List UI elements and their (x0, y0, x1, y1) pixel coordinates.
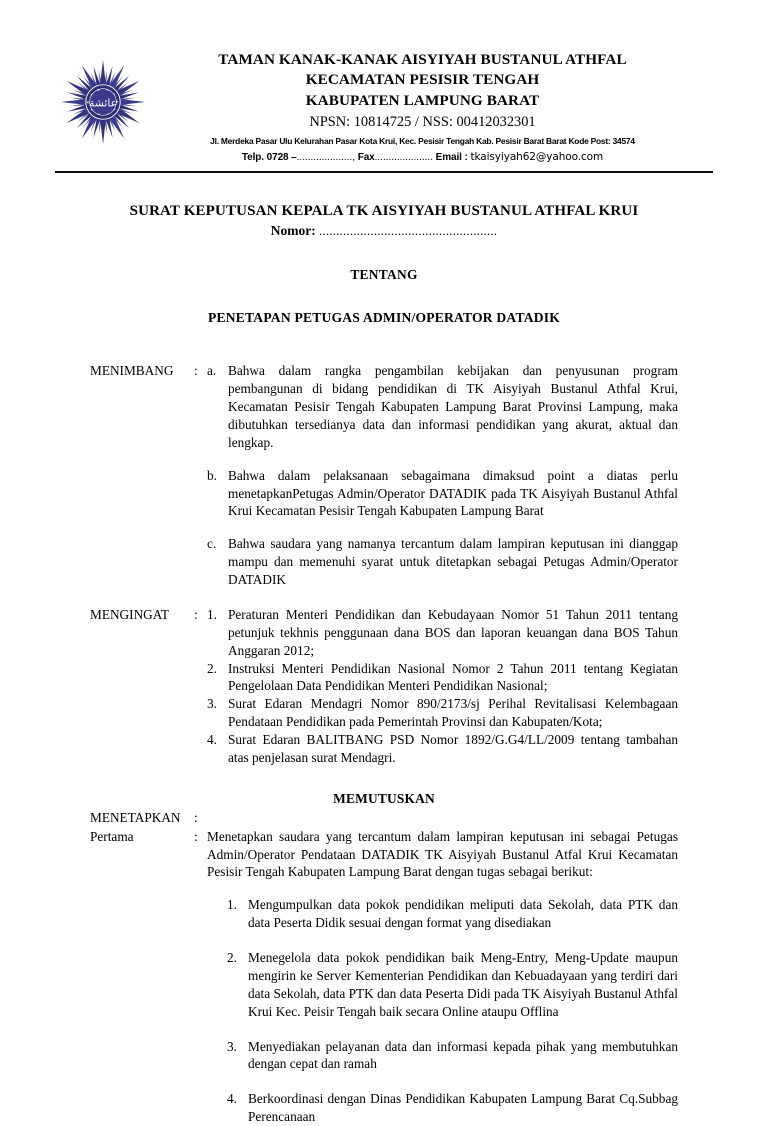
pertama-row (90, 828, 678, 1126)
nomor-line (0, 223, 768, 239)
letterhead-text-block (140, 50, 713, 166)
task-list (207, 896, 678, 1126)
item-marker: 2. (227, 950, 237, 966)
list-item (207, 362, 678, 451)
item-marker: c. (207, 536, 217, 552)
pertama-colon: : (194, 828, 198, 844)
letterhead (0, 0, 768, 166)
list-item (227, 896, 678, 932)
fax-dots: ..................... (374, 152, 433, 164)
item-marker: 2. (207, 660, 217, 676)
aisyiyah-sun-emblem-icon (60, 56, 146, 148)
document-body (0, 362, 768, 1126)
nomor-label: Nomor: (270, 223, 316, 239)
document-title: SURAT KEPUTUSAN KEPALA TK AISYIYAH BUSTANUL ATHFAL KRUI (129, 203, 639, 220)
list-item (207, 606, 678, 660)
list-item (227, 1090, 678, 1126)
item-marker: 3. (227, 1038, 237, 1054)
item-marker: a. (207, 363, 217, 379)
item-text: Menyediakan pelayanan data dan informasi kepada pihak yang membutuhkan dengan cepat dan ramah (248, 1038, 678, 1072)
mengingat-items (207, 606, 678, 767)
memutuskan-heading: MEMUTUSKAN (333, 790, 435, 806)
menetapkan-row (90, 809, 678, 827)
item-marker: b. (207, 467, 217, 483)
list-item (227, 1038, 678, 1074)
org-name-line-3: KABUPATEN LAMPUNG BARAT (305, 91, 540, 109)
item-text: Peraturan Menteri Pendidikan dan Kebudayaan Nomor 51 Tahun 2011 tentang petunjuk tekhnis penggunaan dana BOS dan laporan keuangan dana BOS Tahun Anggaran 2012; (228, 606, 678, 658)
item-marker: 1. (227, 897, 237, 913)
telephone-dots: ...................., (296, 152, 355, 164)
subject-heading: PENETAPAN PETUGAS ADMIN/OPERATOR DATADIK (207, 310, 561, 326)
email-label: Email : (435, 152, 468, 164)
clause-mengingat (90, 606, 678, 767)
clause-menimbang (90, 362, 678, 589)
item-marker: 4. (227, 1091, 237, 1107)
tentang-heading: TENTANG (350, 267, 418, 283)
list-item (207, 467, 678, 521)
item-marker: 1. (207, 606, 217, 622)
item-text: Instruksi Menteri Pendidikan Nasional Nomor 2 Tahun 2011 tentang Kegiatan Pengelolaan Data Pendidikan Menteri Pendidikan Nasional; (228, 660, 678, 694)
nomor-blank-dots: .................................................... (319, 224, 498, 239)
list-item (207, 535, 678, 589)
list-item (227, 949, 678, 1021)
svg-text:عائشة: عائشة (88, 96, 118, 110)
menetapkan-label: MENETAPKAN (90, 809, 181, 825)
menimbang-label: MENIMBANG (90, 363, 174, 379)
pertama-content (207, 828, 678, 1126)
org-name-line-2: KECAMATAN PESISIR TENGAH (305, 71, 540, 89)
letterhead-divider (55, 171, 713, 173)
item-text: Surat Edaran BALITBANG PSD Nomor 1892/G.G4/LL/2009 tentang tambahan atas penjelasan surat Mendagri. (228, 732, 678, 765)
menimbang-items (207, 362, 678, 589)
item-text: Bahwa saudara yang namanya tercantum dalam lampiran keputusan ini dianggap mampu dan memenuhi syarat untuk ditetapkan sebagai Petugas Admin/Operator DATADIK (228, 536, 678, 588)
menetapkan-colon: : (194, 809, 198, 825)
list-item (207, 660, 678, 696)
org-name-line-1: TAMAN KANAK-KANAK AISYIYAH BUSTANUL ATHFAL (218, 51, 627, 68)
menimbang-colon: : (194, 363, 198, 379)
mengingat-label: MENGINGAT (90, 606, 170, 622)
title-block (0, 201, 768, 326)
item-text: Bahwa dalam rangka pengambilan kebijakan dan penyusunan program pembangunan di bidang pendidikan di TK Aisyiyah Bustanul Athfal Krui, Kecamatan Pesisir Tengah Kabupaten Lampung Barat Provinsi Lampung, maka dibutuhkan tersedianya data dan informasi pendidikan yang akurat, aktual dan lengkap. (228, 363, 678, 450)
contact-line (140, 150, 705, 166)
telephone-label: Telp. 0728 – (241, 152, 297, 164)
address-line: Jl. Merdeka Pasar Ulu Kelurahan Pasar Kota Krui, Kec. Pesisir Tengah Kab. Pesisir Barat Barat Kode Post: 34574 (210, 136, 635, 147)
npsn-nss-line: NPSN: 10814725 / NSS: 00412032301 (309, 114, 536, 131)
mengingat-colon: : (194, 606, 198, 622)
item-text: Berkoordinasi dengan Dinas Pendidikan Kabupaten Lampung Barat Cq.Subbag Perencanaan (248, 1091, 678, 1125)
item-text: Surat Edaran Mendagri Nomor 890/2173/sj Perihal Revitalisasi Kelembagaan Pendataan Pendidikan pada Pemerintah Provinsi dan Kabupaten/Kota; (228, 696, 678, 730)
pertama-label: Pertama (90, 828, 134, 844)
email-value: tkaisyiyah62@yahoo.com (470, 151, 604, 164)
fax-label: Fax (357, 152, 375, 164)
item-text: Bahwa dalam pelaksanaan sebagaimana dimaksud point a diatas perlu menetapkanPetugas Admin/Operator DATADIK pada TK Aisyiyah Bustanul Athfal Krui Kecamatan Pesisir Tengah Kabupaten Lampung Barat (228, 467, 678, 519)
item-marker: 4. (207, 732, 217, 748)
list-item (207, 695, 678, 731)
item-text: Menegelola data pokok pendidikan baik Meng-Entry, Meng-Update maupun mengirin ke Server Kementerian Pendidikan dan Kebuadayaan yang terdiri dari data Sekolah, data PTK dan data Peserta Didi pada TK Aisyiyah Bustanul Athfal Krui Kec. Peisir Tengah baik secara Online ataupu Offlina (248, 950, 678, 1019)
item-marker: 3. (207, 696, 217, 712)
item-text: Mengumpulkan data pokok pendidikan meliputi data Sekolah, data PTK dan data Peserta Didik sesuai dengan format yang disediakan (248, 897, 678, 931)
list-item (207, 731, 678, 767)
pertama-text: Menetapkan saudara yang tercantum dalam lampiran keputusan ini sebagai Petugas Admin/Operator Pendataan DATADIK TK Aisyiyah Bustanul Atfal Krui Kecamatan Pesisir Tengah Kabupaten Lampung Barat dengan tugas sebagai berikut: (207, 828, 678, 880)
section-gap (90, 589, 678, 606)
